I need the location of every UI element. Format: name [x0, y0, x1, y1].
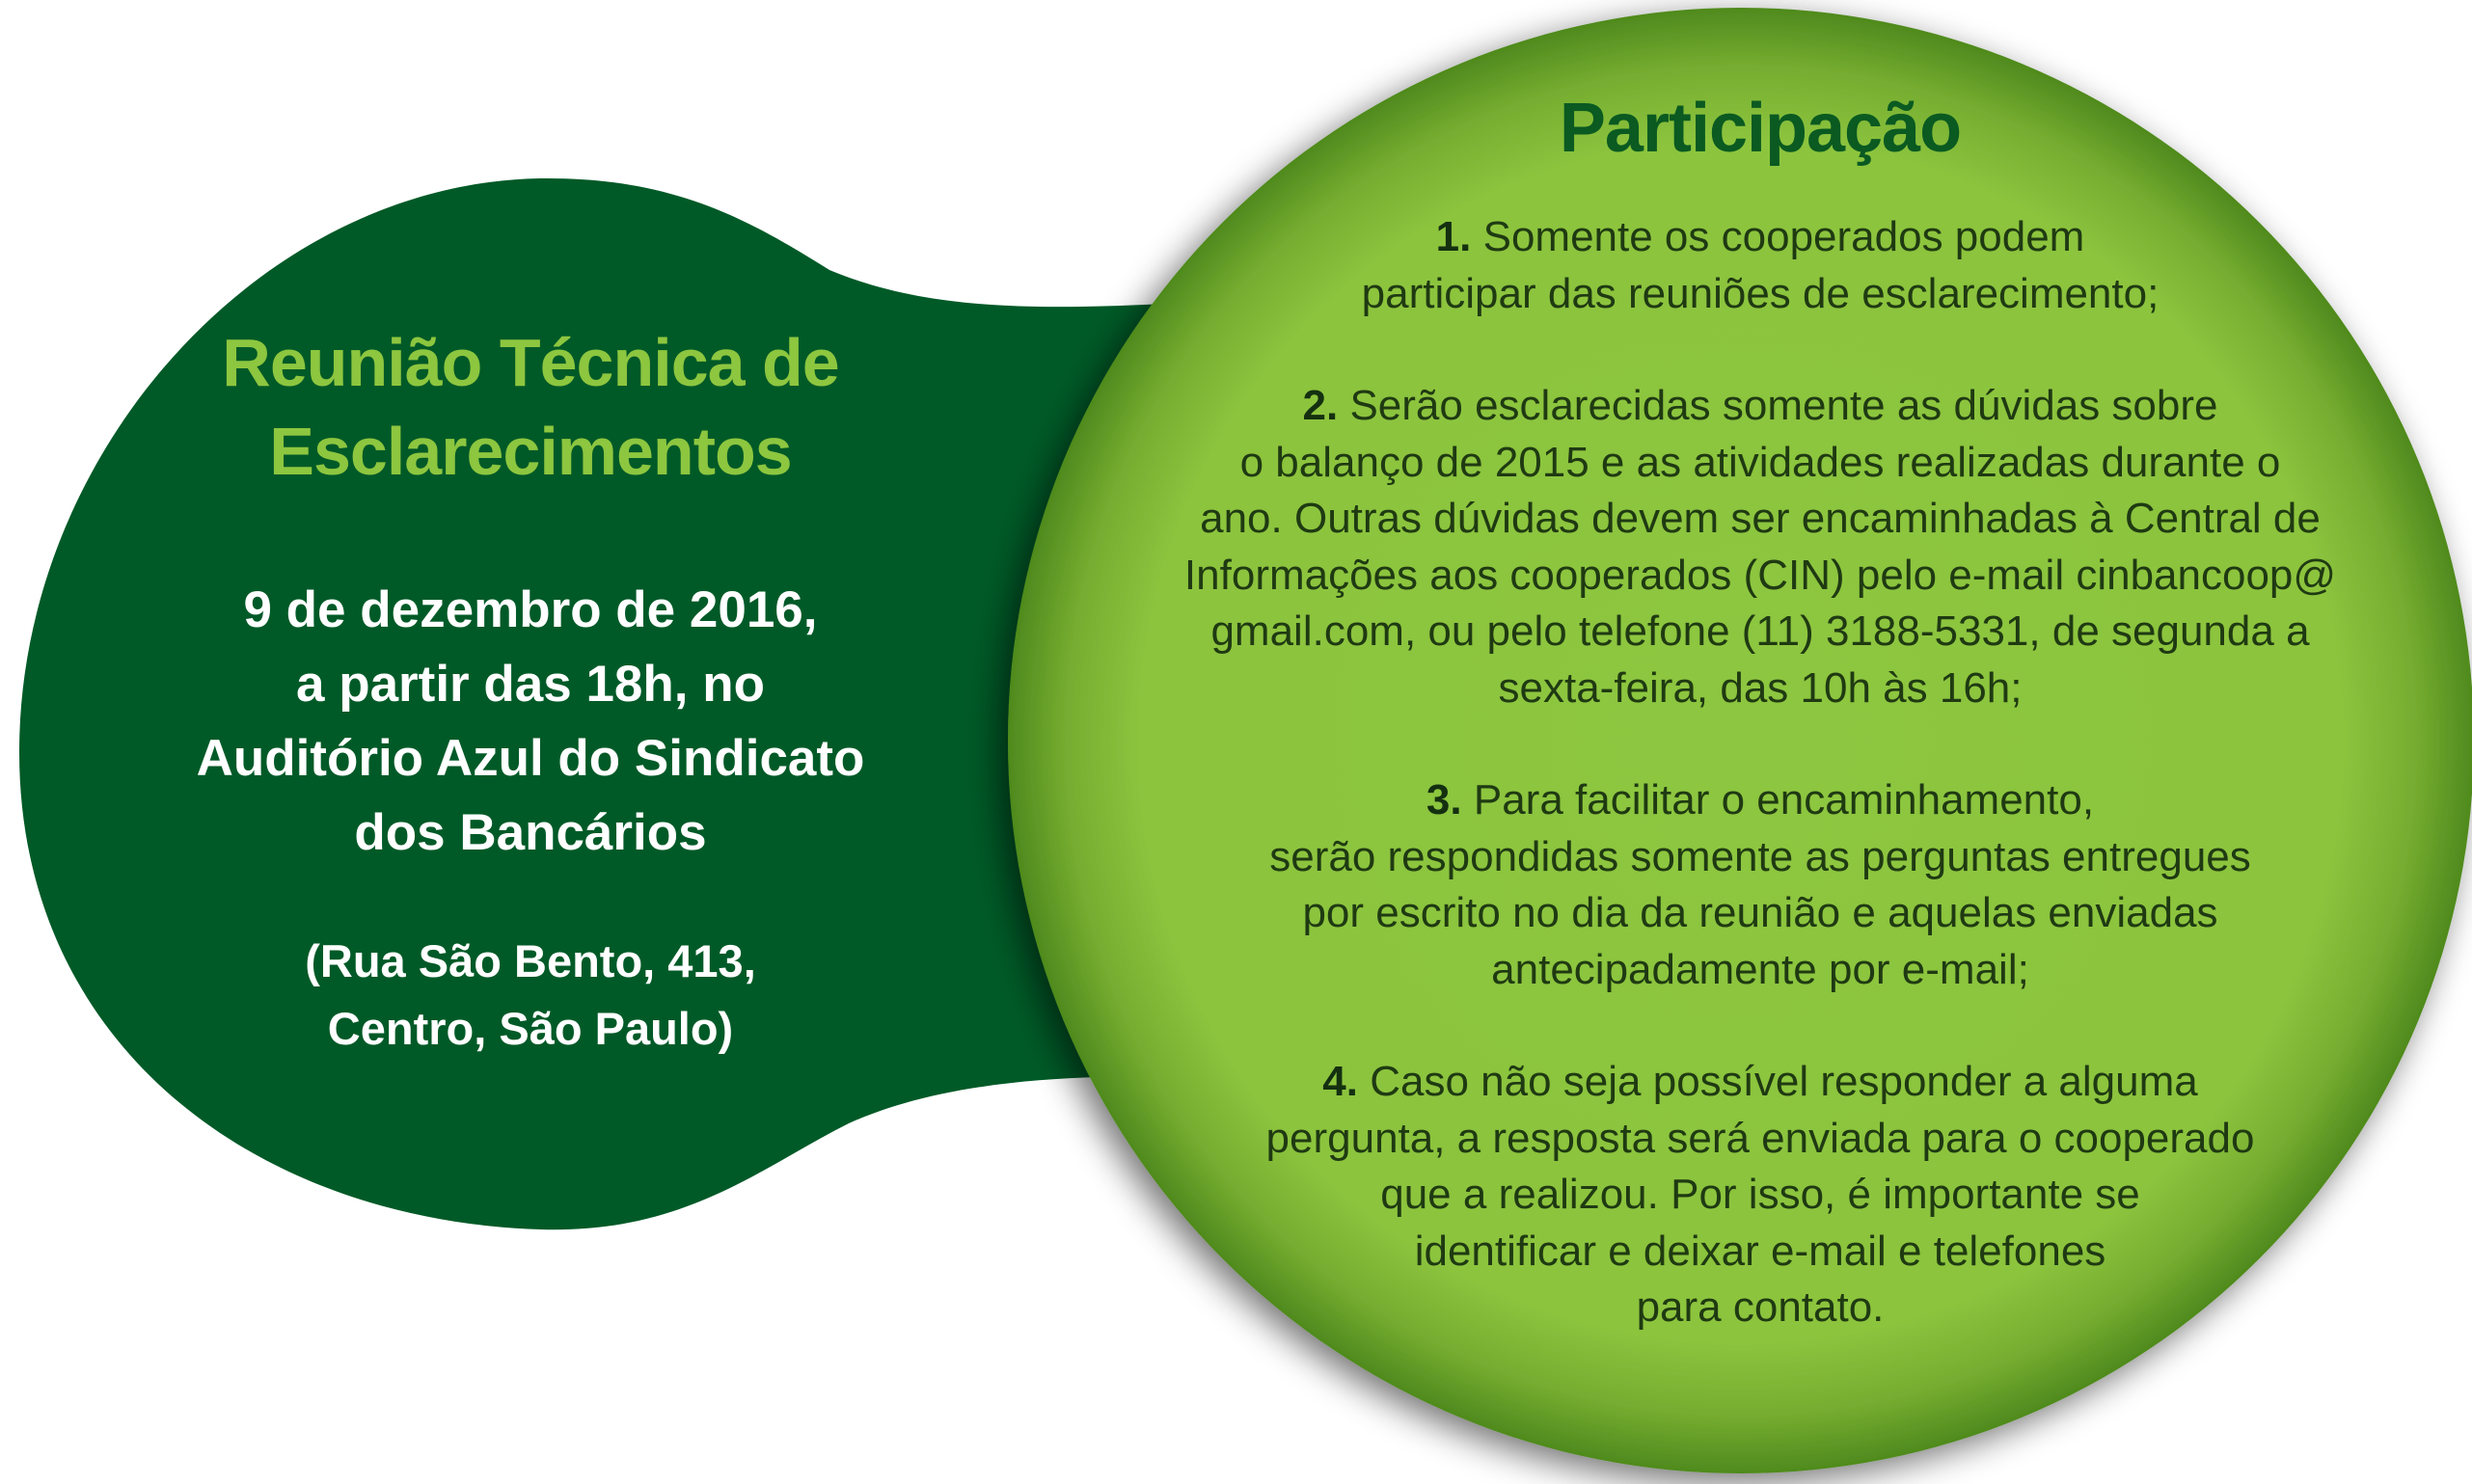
event-title-line: Reunião Técnica de [222, 325, 839, 400]
rule-text: Serão esclarecidas somente as dúvidas sobre [1349, 382, 2218, 429]
rule-number: 2. [1302, 382, 1339, 429]
rule-number: 3. [1426, 776, 1462, 823]
rule-line [1066, 378, 2455, 435]
event-detail-line: a partir das 18h, no [296, 656, 765, 713]
rule-line: sexta-feira, das 10h às 16h; [1498, 663, 2023, 712]
rule-line: por escrito no dia da reunião e aquelas enviadas [1302, 889, 2218, 936]
event-detail-line: dos Bancários [354, 804, 707, 861]
participation-title: Participação [1559, 90, 1962, 167]
rule-text: Caso não seja possível responder a alguma [1370, 1058, 2198, 1105]
event-detail-line: Auditório Azul do Sindicato [196, 730, 865, 787]
rule-line: pergunta, a resposta será enviada para o cooperado [1265, 1114, 2255, 1162]
rule-line: serão respondidas somente as perguntas entregues [1269, 832, 2251, 880]
rule-line: participar das reuniões de esclarecimento; [1361, 269, 2160, 317]
rule-item-3 [1066, 772, 2455, 998]
event-title-line: Esclarecimentos [269, 414, 792, 489]
rule-number: 1. [1435, 213, 1472, 260]
rule-text: Para facilitar o encaminhamento, [1473, 776, 2095, 823]
rule-line: o balanço de 2015 e as atividades realizadas durante o [1239, 438, 2281, 486]
participation-panel [1066, 82, 2455, 1392]
rule-item-4 [1066, 1054, 2455, 1336]
rule-line: gmail.com, ou pelo telefone (11) 3188-5331, de segunda a [1210, 607, 2310, 655]
address-line: Centro, São Paulo) [327, 1003, 734, 1054]
rule-line: que a realizou. Por isso, é importante se [1380, 1171, 2140, 1218]
event-detail-line: 9 de dezembro de 2016, [243, 581, 818, 638]
event-title [58, 318, 1003, 496]
rule-line [1066, 1054, 2455, 1111]
rule-number: 4. [1322, 1058, 1358, 1105]
rule-line: identificar e deixar e-mail e telefones [1414, 1227, 2106, 1275]
rule-line [1066, 209, 2455, 266]
rule-line: Informações aos cooperados (CIN) pelo e-mail cinbancoop@ [1183, 551, 2337, 599]
rule-text: Somente os cooperados podem [1482, 213, 2085, 260]
rule-line [1066, 772, 2455, 829]
address-line: (Rua São Bento, 413, [305, 935, 756, 986]
rule-line: ano. Outras dúvidas devem ser encaminhadas à Central de [1200, 495, 2321, 542]
rule-line: para contato. [1636, 1283, 1885, 1331]
rule-item-1 [1066, 209, 2455, 322]
event-details [58, 573, 1003, 870]
rule-item-2 [1066, 378, 2455, 716]
rule-line: antecipadamente por e-mail; [1491, 945, 2029, 993]
event-info-panel [58, 318, 1003, 1063]
event-address [58, 928, 1003, 1063]
